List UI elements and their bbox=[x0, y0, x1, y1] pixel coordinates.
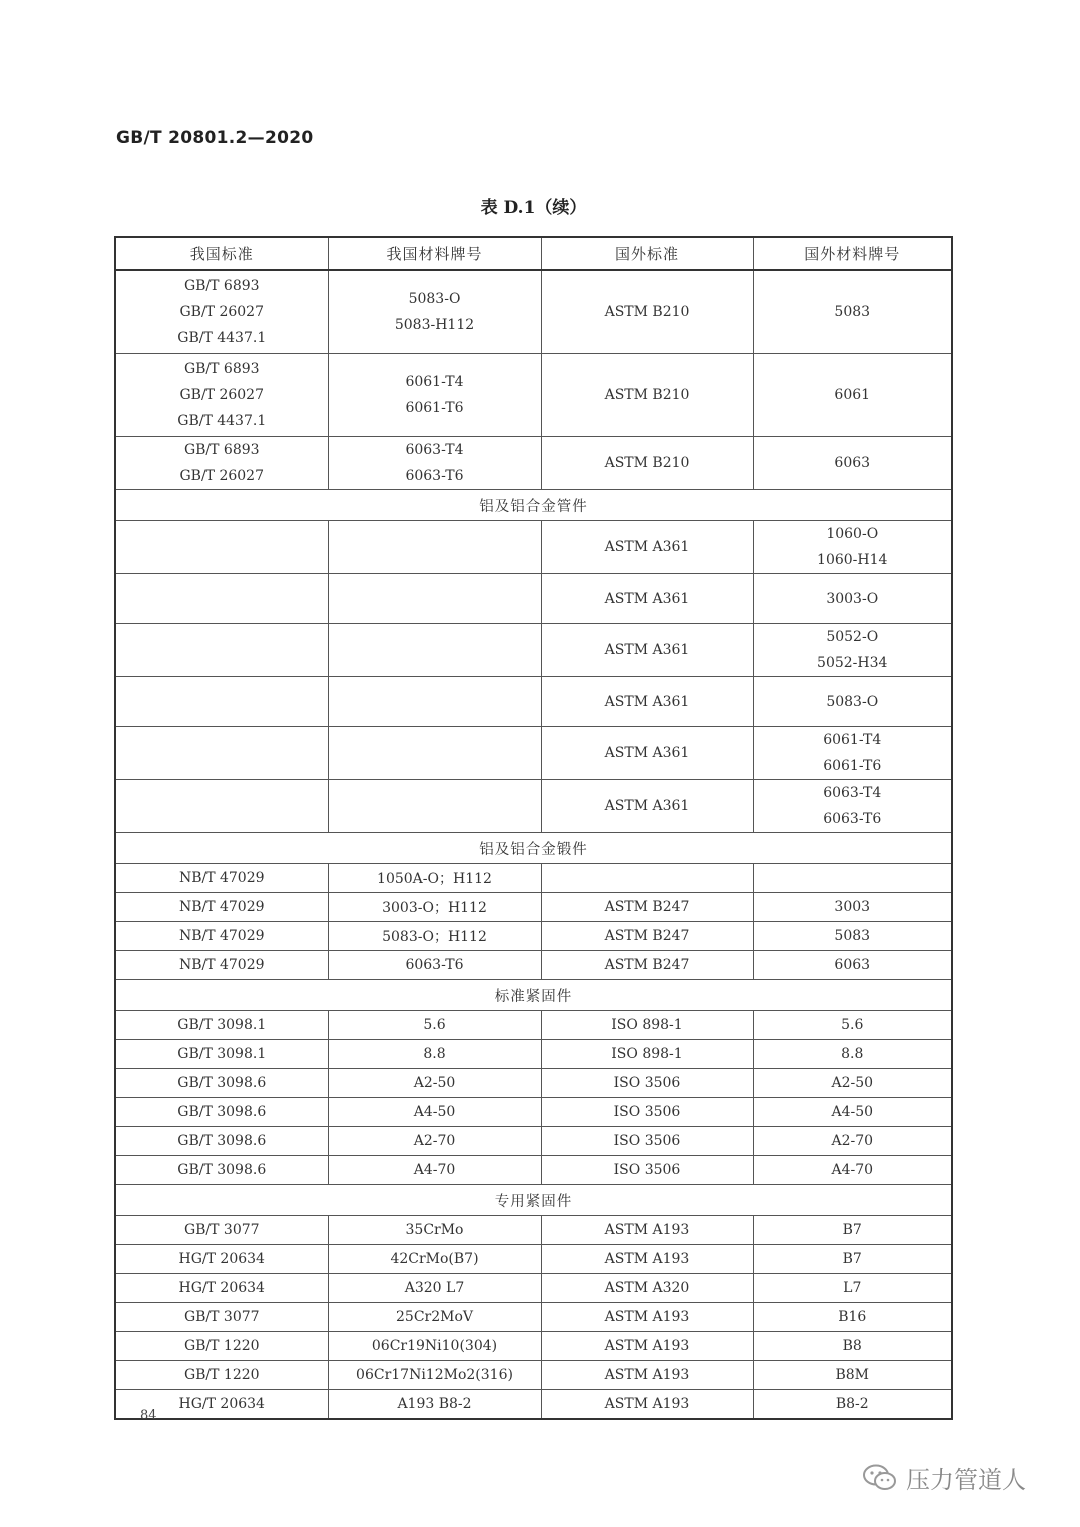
foreign-material-cell: 6061-T4 6061-T6 bbox=[753, 727, 952, 780]
table-row bbox=[115, 893, 952, 922]
cn-standard-cell bbox=[115, 624, 328, 677]
table-row bbox=[115, 1390, 952, 1420]
section-row bbox=[115, 833, 952, 864]
table-row bbox=[115, 1303, 952, 1332]
page-number: 84 bbox=[140, 1408, 157, 1423]
cn-material-cell bbox=[328, 574, 541, 624]
table-row bbox=[115, 1332, 952, 1361]
table-row bbox=[115, 922, 952, 951]
cn-material-cell: 8.8 bbox=[328, 1040, 541, 1069]
foreign-material-cell: 5.6 bbox=[753, 1011, 952, 1040]
table-row bbox=[115, 624, 952, 677]
foreign-standard-cell: ASTM A193 bbox=[541, 1303, 753, 1332]
cn-material-cell: 06Cr19Ni10(304) bbox=[328, 1332, 541, 1361]
foreign-standard-cell: ASTM A361 bbox=[541, 574, 753, 624]
table-row bbox=[115, 574, 952, 624]
cn-standard-cell bbox=[115, 521, 328, 574]
cn-standard-cell: NB/T 47029 bbox=[115, 864, 328, 893]
foreign-material-cell: B16 bbox=[753, 1303, 952, 1332]
foreign-material-cell: 3003 bbox=[753, 893, 952, 922]
foreign-material-cell: A4-70 bbox=[753, 1156, 952, 1185]
foreign-standard-cell: ASTM B247 bbox=[541, 951, 753, 980]
table-row bbox=[115, 354, 952, 437]
table-caption: 表 D.1（续） bbox=[480, 198, 587, 218]
foreign-material-cell: 8.8 bbox=[753, 1040, 952, 1069]
cn-standard-cell: NB/T 47029 bbox=[115, 922, 328, 951]
table-row bbox=[115, 1156, 952, 1185]
cn-material-cell: A4-50 bbox=[328, 1098, 541, 1127]
cn-material-cell: 1050A-O；H112 bbox=[328, 864, 541, 893]
cn-material-cell: 6063-T6 bbox=[328, 951, 541, 980]
header-cn-standard: 我国标准 bbox=[115, 237, 328, 270]
cn-material-cell: 3003-O；H112 bbox=[328, 893, 541, 922]
cn-material-cell: 25Cr2MoV bbox=[328, 1303, 541, 1332]
cn-material-cell: 06Cr17Ni12Mo2(316) bbox=[328, 1361, 541, 1390]
foreign-material-cell: 6063 bbox=[753, 437, 952, 490]
foreign-standard-cell: ISO 3506 bbox=[541, 1156, 753, 1185]
cn-material-cell: 35CrMo bbox=[328, 1216, 541, 1245]
foreign-material-cell: L7 bbox=[753, 1274, 952, 1303]
foreign-material-cell: 3003-O bbox=[753, 574, 952, 624]
cn-standard-cell bbox=[115, 727, 328, 780]
table-row bbox=[115, 677, 952, 727]
cn-material-cell: A320 L7 bbox=[328, 1274, 541, 1303]
cn-material-cell: A2-70 bbox=[328, 1127, 541, 1156]
table-row bbox=[115, 521, 952, 574]
foreign-standard-cell: ASTM B247 bbox=[541, 922, 753, 951]
foreign-standard-cell: ISO 898-1 bbox=[541, 1040, 753, 1069]
cn-standard-cell bbox=[115, 574, 328, 624]
foreign-material-cell: B7 bbox=[753, 1245, 952, 1274]
section-row bbox=[115, 1185, 952, 1216]
table-row bbox=[115, 1040, 952, 1069]
foreign-material-cell: 5083 bbox=[753, 922, 952, 951]
section-title-pipe-fittings: 铝及铝合金管件 bbox=[115, 490, 952, 521]
foreign-standard-cell: ASTM A193 bbox=[541, 1332, 753, 1361]
section-row bbox=[115, 490, 952, 521]
foreign-standard-cell bbox=[541, 864, 753, 893]
foreign-standard-cell: ASTM A361 bbox=[541, 780, 753, 833]
cn-standard-cell: GB/T 3077 bbox=[115, 1303, 328, 1332]
foreign-material-cell: A2-50 bbox=[753, 1069, 952, 1098]
cn-standard-cell: HG/T 20634 bbox=[115, 1274, 328, 1303]
header-cn-material: 我国材料牌号 bbox=[328, 237, 541, 270]
document-code: GB/T 20801.2—2020 bbox=[116, 128, 314, 148]
table-row bbox=[115, 1127, 952, 1156]
table-header-row bbox=[115, 237, 952, 270]
foreign-material-cell: B7 bbox=[753, 1216, 952, 1245]
table-row bbox=[115, 1216, 952, 1245]
cn-material-cell: 6063-T4 6063-T6 bbox=[328, 437, 541, 490]
cn-standard-cell: NB/T 47029 bbox=[115, 893, 328, 922]
foreign-material-cell: 6063 bbox=[753, 951, 952, 980]
cn-material-cell: 6061-T4 6061-T6 bbox=[328, 354, 541, 437]
foreign-standard-cell: ISO 3506 bbox=[541, 1127, 753, 1156]
table-row bbox=[115, 1245, 952, 1274]
cn-material-cell bbox=[328, 521, 541, 574]
foreign-standard-cell: ASTM A320 bbox=[541, 1274, 753, 1303]
cn-standard-cell: HG/T 20634 bbox=[115, 1390, 328, 1420]
section-title-forgings: 铝及铝合金锻件 bbox=[115, 833, 952, 864]
foreign-material-cell: A4-50 bbox=[753, 1098, 952, 1127]
cn-material-cell: 5083-O；H112 bbox=[328, 922, 541, 951]
foreign-material-cell: 6063-T4 6063-T6 bbox=[753, 780, 952, 833]
cn-standard-cell: GB/T 3098.6 bbox=[115, 1069, 328, 1098]
table-row bbox=[115, 1069, 952, 1098]
cn-standard-cell: GB/T 6893 GB/T 26027 GB/T 4437.1 bbox=[115, 270, 328, 354]
foreign-standard-cell: ASTM B210 bbox=[541, 354, 753, 437]
cn-standard-cell: GB/T 3098.6 bbox=[115, 1098, 328, 1127]
foreign-material-cell: B8 bbox=[753, 1332, 952, 1361]
header-foreign-standard: 国外标准 bbox=[541, 237, 753, 270]
cn-material-cell: 5083-O 5083-H112 bbox=[328, 270, 541, 354]
table-row bbox=[115, 1274, 952, 1303]
foreign-standard-cell: ASTM B210 bbox=[541, 270, 753, 354]
foreign-material-cell: 5052-O 5052-H34 bbox=[753, 624, 952, 677]
cn-material-cell bbox=[328, 624, 541, 677]
foreign-material-cell: A2-70 bbox=[753, 1127, 952, 1156]
table-row bbox=[115, 1098, 952, 1127]
foreign-standard-cell: ASTM A193 bbox=[541, 1361, 753, 1390]
foreign-standard-cell: ASTM B247 bbox=[541, 893, 753, 922]
cn-standard-cell bbox=[115, 780, 328, 833]
cn-material-cell: 42CrMo(B7) bbox=[328, 1245, 541, 1274]
foreign-standard-cell: ISO 898-1 bbox=[541, 1011, 753, 1040]
cn-standard-cell: GB/T 1220 bbox=[115, 1361, 328, 1390]
section-title-special-fasteners: 专用紧固件 bbox=[115, 1185, 952, 1216]
table-row bbox=[115, 951, 952, 980]
foreign-standard-cell: ASTM A193 bbox=[541, 1390, 753, 1420]
foreign-material-cell: B8M bbox=[753, 1361, 952, 1390]
cn-material-cell: 5.6 bbox=[328, 1011, 541, 1040]
cn-material-cell bbox=[328, 727, 541, 780]
cn-standard-cell: GB/T 6893 GB/T 26027 bbox=[115, 437, 328, 490]
cn-standard-cell: GB/T 1220 bbox=[115, 1332, 328, 1361]
foreign-material-cell: 1060-O 1060-H14 bbox=[753, 521, 952, 574]
watermark-text: 压力管道人 bbox=[906, 1466, 1026, 1494]
table-row bbox=[115, 1361, 952, 1390]
cn-standard-cell: GB/T 3098.1 bbox=[115, 1011, 328, 1040]
table-row bbox=[115, 727, 952, 780]
foreign-standard-cell: ISO 3506 bbox=[541, 1098, 753, 1127]
section-row bbox=[115, 980, 952, 1011]
foreign-standard-cell: ASTM A193 bbox=[541, 1216, 753, 1245]
cn-standard-cell: GB/T 3098.6 bbox=[115, 1127, 328, 1156]
cn-material-cell: A193 B8-2 bbox=[328, 1390, 541, 1420]
table-row bbox=[115, 437, 952, 490]
foreign-material-cell: 5083-O bbox=[753, 677, 952, 727]
cn-material-cell bbox=[328, 677, 541, 727]
cn-standard-cell: GB/T 3098.1 bbox=[115, 1040, 328, 1069]
foreign-standard-cell: ISO 3506 bbox=[541, 1069, 753, 1098]
foreign-standard-cell: ASTM A361 bbox=[541, 521, 753, 574]
cn-standard-cell: HG/T 20634 bbox=[115, 1245, 328, 1274]
foreign-material-cell: 5083 bbox=[753, 270, 952, 354]
cn-standard-cell: NB/T 47029 bbox=[115, 951, 328, 980]
table-row bbox=[115, 780, 952, 833]
foreign-standard-cell: ASTM A361 bbox=[541, 677, 753, 727]
cn-material-cell bbox=[328, 780, 541, 833]
foreign-standard-cell: ASTM A361 bbox=[541, 624, 753, 677]
wechat-icon bbox=[862, 1463, 898, 1493]
foreign-standard-cell: ASTM A193 bbox=[541, 1245, 753, 1274]
header-foreign-material: 国外材料牌号 bbox=[753, 237, 952, 270]
foreign-material-cell: 6061 bbox=[753, 354, 952, 437]
table-row bbox=[115, 1011, 952, 1040]
foreign-material-cell bbox=[753, 864, 952, 893]
material-standard-table bbox=[114, 236, 953, 1420]
cn-standard-cell bbox=[115, 677, 328, 727]
foreign-standard-cell: ASTM B210 bbox=[541, 437, 753, 490]
cn-standard-cell: GB/T 3077 bbox=[115, 1216, 328, 1245]
cn-standard-cell: GB/T 6893 GB/T 26027 GB/T 4437.1 bbox=[115, 354, 328, 437]
foreign-material-cell: B8-2 bbox=[753, 1390, 952, 1420]
table-row bbox=[115, 864, 952, 893]
watermark bbox=[862, 1460, 1026, 1495]
foreign-standard-cell: ASTM A361 bbox=[541, 727, 753, 780]
table-row bbox=[115, 270, 952, 354]
cn-standard-cell: GB/T 3098.6 bbox=[115, 1156, 328, 1185]
cn-material-cell: A4-70 bbox=[328, 1156, 541, 1185]
section-title-standard-fasteners: 标准紧固件 bbox=[115, 980, 952, 1011]
cn-material-cell: A2-50 bbox=[328, 1069, 541, 1098]
